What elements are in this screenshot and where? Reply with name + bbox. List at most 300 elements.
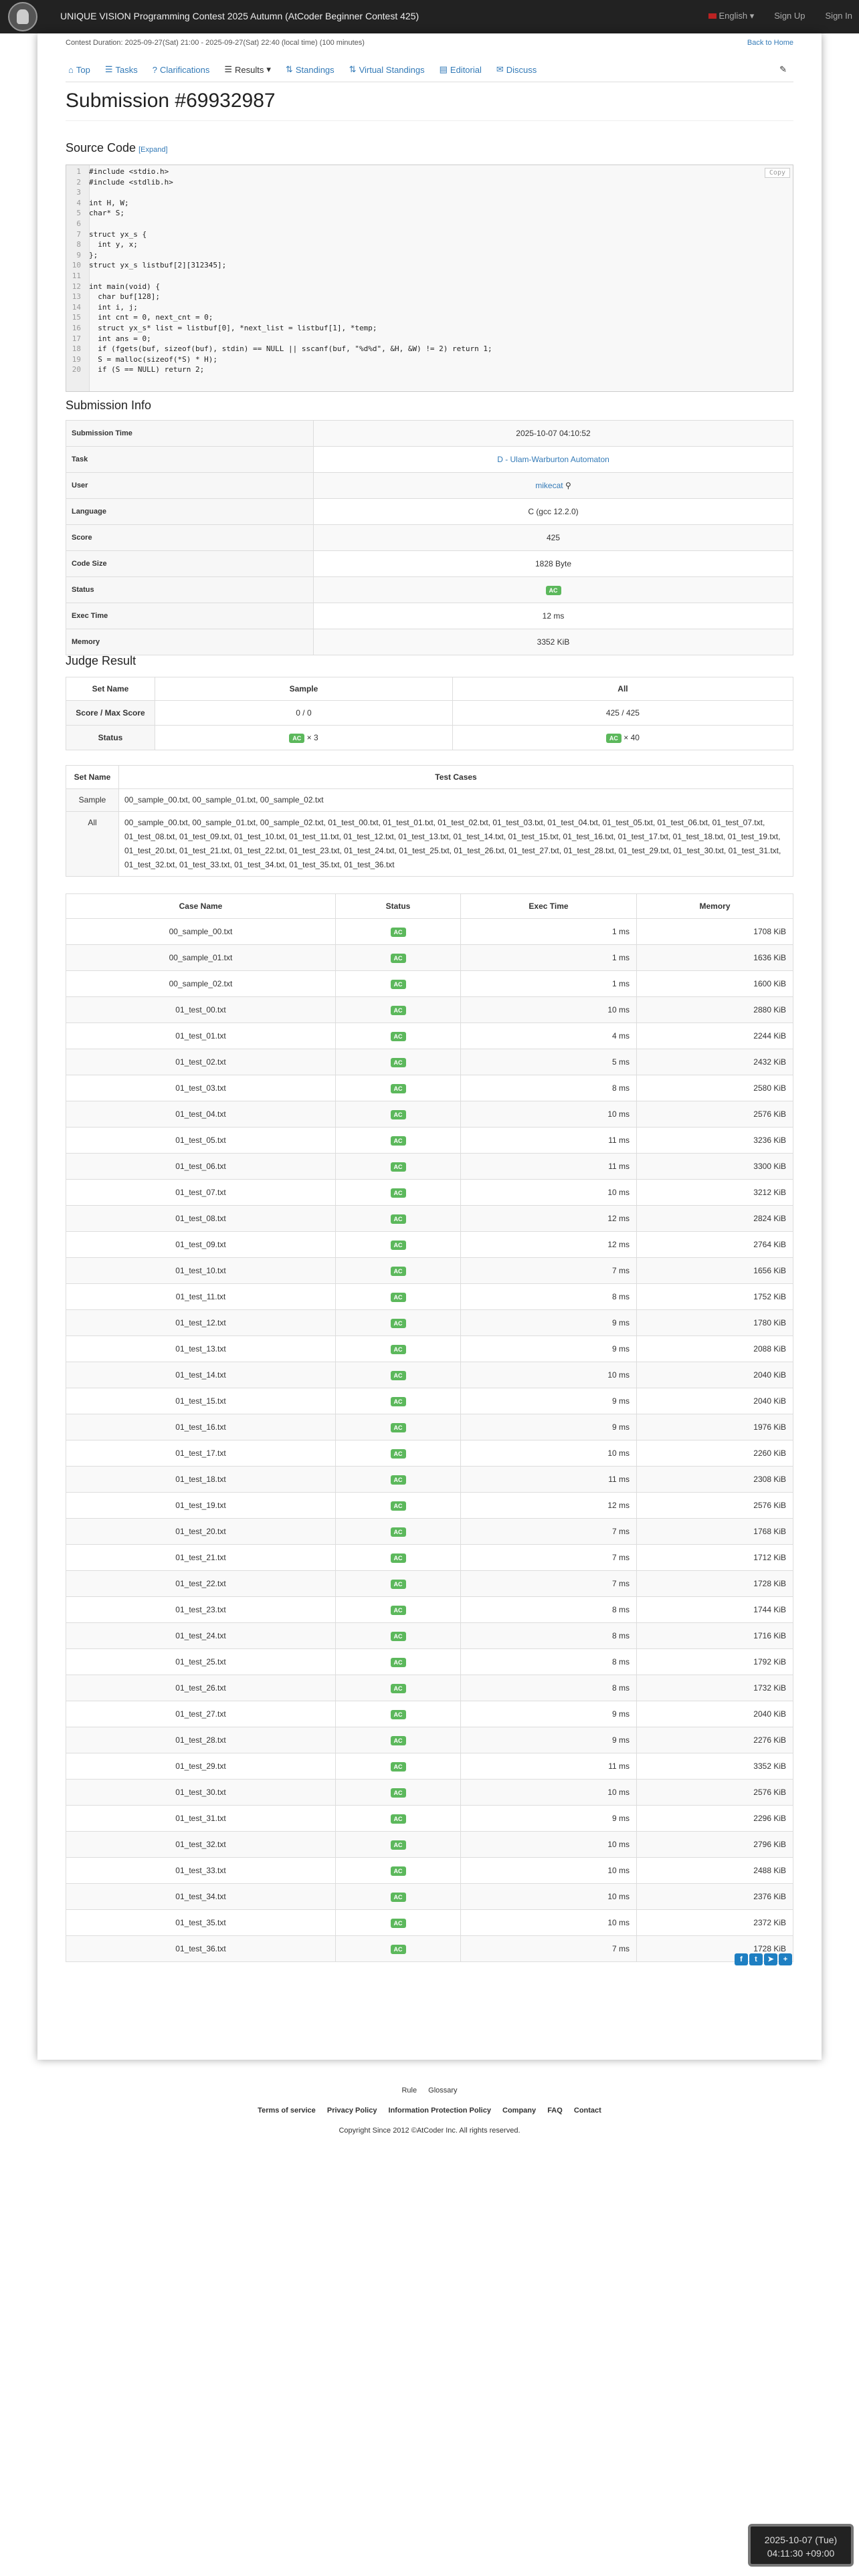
table-row (66, 919, 793, 945)
table-row (66, 726, 793, 750)
footer-link-contact[interactable]: Contact (573, 2107, 601, 2115)
case-name: 01_test_35.txt (66, 1910, 336, 1936)
code-line (66, 344, 793, 354)
case-memory: 2260 KiB (637, 1440, 793, 1467)
info-label: Task (66, 447, 314, 473)
set-name: Sample (66, 789, 119, 812)
table-row (66, 1858, 793, 1884)
line-number: 7 (76, 229, 81, 239)
line-number: 15 (72, 313, 81, 322)
case-name: 01_test_27.txt (66, 1701, 336, 1727)
case-name: 01_test_09.txt (66, 1232, 336, 1258)
status-badge: AC (546, 586, 561, 595)
footer-row-secondary (0, 2107, 859, 2115)
table-row (66, 1649, 793, 1675)
status-badge: AC (606, 734, 622, 743)
table-row (66, 1675, 793, 1701)
case-status (336, 1858, 461, 1884)
case-exec-time: 10 ms (461, 1858, 637, 1884)
tab-standings[interactable]: ⇅ Standings (285, 64, 335, 75)
table-row (66, 1884, 793, 1910)
line-number: 19 (72, 354, 81, 364)
case-exec-time: 11 ms (461, 1154, 637, 1180)
line-number: 12 (72, 282, 81, 291)
fixed-clock (748, 2524, 854, 2567)
line-number: 16 (72, 323, 81, 332)
info-label: Status (66, 577, 314, 603)
table-row (66, 1597, 793, 1623)
case-memory: 2040 KiB (637, 1362, 793, 1388)
judge-result-heading: Judge Result (66, 654, 136, 667)
footer-row-primary (0, 2086, 859, 2095)
language-dropdown[interactable]: English ▾ (708, 11, 754, 21)
sample-score: 0 / 0 (155, 701, 453, 726)
source-code-block[interactable] (66, 165, 793, 392)
account-menu (708, 11, 852, 21)
case-memory: 2432 KiB (637, 1049, 793, 1075)
column-header: All (452, 677, 793, 701)
table-row (66, 1075, 793, 1101)
case-exec-time: 7 ms (461, 1519, 637, 1545)
case-status (336, 1727, 461, 1753)
value-text: 425 (546, 533, 561, 542)
case-name: 01_test_21.txt (66, 1545, 336, 1571)
case-exec-time: 10 ms (461, 1101, 637, 1128)
code-line (66, 239, 793, 250)
page-title: Submission #69932987 (66, 90, 276, 112)
book-icon: ▤ (439, 64, 448, 74)
table-row (66, 1623, 793, 1649)
footer-link-rule[interactable]: Rule (401, 2086, 417, 2095)
case-name: 01_test_13.txt (66, 1336, 336, 1362)
case-exec-time: 10 ms (461, 1780, 637, 1806)
code-text: #include <stdio.h> (89, 167, 169, 176)
case-status (336, 1597, 461, 1623)
status-badge: AC (391, 1058, 406, 1067)
tab-editorial[interactable]: ▤ Editorial (439, 64, 482, 75)
share-buttons (735, 1953, 792, 1965)
case-status (336, 1362, 461, 1388)
comment-icon: ✉ (496, 64, 504, 74)
case-exec-time: 1 ms (461, 945, 637, 971)
case-name: 01_test_07.txt (66, 1180, 336, 1206)
case-name: 01_test_04.txt (66, 1101, 336, 1128)
code-line (66, 167, 793, 177)
code-line (66, 187, 793, 198)
clock-time: 04:11:30 +09:00 (767, 2548, 835, 2559)
all-status: AC × 40 (452, 726, 793, 750)
table-row (66, 1440, 793, 1467)
atcoder-logo[interactable] (8, 2, 37, 31)
submission-info-table (66, 420, 793, 655)
case-exec-time: 12 ms (461, 1232, 637, 1258)
status-badge: AC (391, 1162, 406, 1172)
case-name: 01_test_22.txt (66, 1571, 336, 1597)
column-header: Test Cases (119, 766, 793, 789)
table-row (66, 1101, 793, 1128)
case-name: 01_test_20.txt (66, 1519, 336, 1545)
table-row (66, 1128, 793, 1154)
tab-results[interactable]: ☰ Results ▾ (224, 64, 271, 75)
line-number: 20 (72, 365, 81, 374)
table-row (66, 1806, 793, 1832)
info-label: Code Size (66, 551, 314, 577)
footer-link-info-protection[interactable]: Information Protection Policy (388, 2107, 491, 2115)
status-badge: AC (391, 1788, 406, 1798)
search-icon[interactable]: ⚲ (563, 481, 571, 490)
source-code-heading: Source Code [Expand] (66, 141, 168, 154)
line-number: 8 (76, 240, 81, 249)
top-navbar (0, 0, 859, 33)
code-line (66, 260, 793, 271)
case-memory: 1780 KiB (637, 1310, 793, 1336)
table-row (66, 1519, 793, 1545)
footer-link-glossary[interactable]: Glossary (428, 2086, 458, 2095)
code-text: int main(void) { (89, 282, 160, 291)
case-exec-time: 7 ms (461, 1936, 637, 1962)
tab-virtual-standings[interactable]: ⇅ Virtual Standings (349, 64, 425, 75)
case-exec-time: 8 ms (461, 1075, 637, 1101)
table-row (66, 1727, 793, 1753)
line-number: 11 (72, 271, 81, 280)
status-badge: AC (391, 1632, 406, 1641)
line-number: 14 (72, 302, 81, 312)
case-memory: 3352 KiB (637, 1753, 793, 1780)
case-exec-time: 7 ms (461, 1545, 637, 1571)
case-status (336, 1675, 461, 1701)
case-status (336, 1701, 461, 1727)
table-row (66, 812, 793, 877)
test-cases-table (66, 893, 793, 1962)
table-row (66, 971, 793, 997)
back-to-home-link[interactable]: Back to Home (747, 39, 793, 47)
line-number: 18 (72, 344, 81, 354)
case-memory: 1636 KiB (637, 945, 793, 971)
case-memory: 2088 KiB (637, 1336, 793, 1362)
case-exec-time: 10 ms (461, 1362, 637, 1388)
column-header: Memory (637, 894, 793, 919)
status-badge: AC (391, 1919, 406, 1928)
case-exec-time: 1 ms (461, 919, 637, 945)
case-name: 01_test_28.txt (66, 1727, 336, 1753)
code-text: int i, j; (89, 302, 138, 312)
divider (66, 120, 793, 121)
copy-button[interactable]: Copy (765, 168, 790, 178)
table-row (66, 629, 793, 655)
main-container (37, 33, 822, 2060)
case-name: 01_test_12.txt (66, 1310, 336, 1336)
case-memory: 2040 KiB (637, 1701, 793, 1727)
case-exec-time: 10 ms (461, 1884, 637, 1910)
table-row (66, 997, 793, 1023)
sort-icon: ⇅ (285, 64, 293, 74)
case-status (336, 997, 461, 1023)
sample-status: AC × 3 (155, 726, 453, 750)
status-badge: AC (391, 1371, 406, 1380)
case-status (336, 1101, 461, 1128)
case-memory: 2824 KiB (637, 1206, 793, 1232)
code-text: struct yx_s* list = listbuf[0], *next_list = listbuf[1], *temp; (89, 323, 377, 332)
status-badge: AC (391, 1188, 406, 1198)
set-cases: 00_sample_00.txt, 00_sample_01.txt, 00_sample_02.txt (119, 789, 793, 812)
info-value (314, 629, 793, 655)
table-row (66, 1753, 793, 1780)
code-text: char* S; (89, 209, 124, 218)
value-text: 12 ms (542, 611, 565, 621)
code-line (66, 323, 793, 334)
code-line (66, 364, 793, 375)
case-name: 01_test_33.txt (66, 1858, 336, 1884)
case-memory: 2040 KiB (637, 1388, 793, 1414)
expand-link[interactable]: [Expand] (138, 146, 168, 154)
list-icon: ☰ (104, 64, 113, 74)
table-row (66, 1910, 793, 1936)
case-memory: 2308 KiB (637, 1467, 793, 1493)
case-name: 01_test_16.txt (66, 1414, 336, 1440)
status-badge: AC (391, 1136, 406, 1146)
case-memory: 2244 KiB (637, 1023, 793, 1049)
case-status (336, 1753, 461, 1780)
status-badge: AC (391, 1397, 406, 1406)
table-row (66, 1154, 793, 1180)
case-memory: 1728 KiB (637, 1571, 793, 1597)
footer-link-faq[interactable]: FAQ (547, 2107, 563, 2115)
status-badge: AC (391, 1814, 406, 1824)
case-exec-time: 10 ms (461, 997, 637, 1023)
case-memory: 3300 KiB (637, 1154, 793, 1180)
case-name: 01_test_25.txt (66, 1649, 336, 1675)
case-exec-time: 11 ms (461, 1128, 637, 1154)
line-number: 3 (76, 188, 81, 197)
info-label: Submission Time (66, 421, 314, 447)
case-exec-time: 10 ms (461, 1180, 637, 1206)
case-name: 01_test_36.txt (66, 1936, 336, 1962)
table-row (66, 1414, 793, 1440)
status-badge: AC (391, 1606, 406, 1615)
twitter-icon[interactable]: t (749, 1953, 763, 1965)
case-name: 01_test_32.txt (66, 1832, 336, 1858)
case-memory: 2488 KiB (637, 1858, 793, 1884)
case-name: 01_test_06.txt (66, 1154, 336, 1180)
column-header: Status (336, 894, 461, 919)
table-row (66, 603, 793, 629)
line-number: 6 (76, 219, 81, 228)
case-name: 01_test_19.txt (66, 1493, 336, 1519)
case-status (336, 1128, 461, 1154)
case-status (336, 1910, 461, 1936)
case-name: 01_test_00.txt (66, 997, 336, 1023)
info-value (314, 421, 793, 447)
sign-in-link[interactable]: Sign In (825, 11, 852, 21)
case-status (336, 1467, 461, 1493)
code-text: int cnt = 0, next_cnt = 0; (89, 313, 213, 322)
case-status (336, 971, 461, 997)
code-line (66, 282, 793, 292)
case-status (336, 1649, 461, 1675)
case-exec-time: 8 ms (461, 1623, 637, 1649)
footer-link-company[interactable]: Company (502, 2107, 537, 2115)
case-exec-time: 7 ms (461, 1258, 637, 1284)
status-badge: AC (391, 1449, 406, 1459)
case-memory: 2580 KiB (637, 1075, 793, 1101)
case-exec-time: 4 ms (461, 1023, 637, 1049)
line-number: 1 (76, 167, 81, 176)
status-badge: AC (289, 734, 304, 743)
table-row (66, 1780, 793, 1806)
contest-duration: Contest Duration: 2025-09-27(Sat) 21:00 - 2025-09-27(Sat) 22:40 (local time) (100 minutes) (66, 39, 365, 47)
table-row (66, 1467, 793, 1493)
case-name: 01_test_18.txt (66, 1467, 336, 1493)
info-label: Memory (66, 629, 314, 655)
info-label: Exec Time (66, 603, 314, 629)
status-badge: AC (391, 1580, 406, 1589)
telegram-icon[interactable]: ➤ (764, 1953, 777, 1965)
case-status (336, 1336, 461, 1362)
footer-link-terms[interactable]: Terms of service (258, 2107, 316, 2115)
case-exec-time: 11 ms (461, 1753, 637, 1780)
case-memory: 1656 KiB (637, 1258, 793, 1284)
status-badge: AC (391, 980, 406, 989)
case-status (336, 1154, 461, 1180)
table-row (66, 1493, 793, 1519)
case-status (336, 1232, 461, 1258)
case-name: 01_test_01.txt (66, 1023, 336, 1049)
case-memory: 1716 KiB (637, 1623, 793, 1649)
case-status (336, 1310, 461, 1336)
code-text: int H, W; (89, 198, 129, 207)
info-value (314, 603, 793, 629)
case-status (336, 1519, 461, 1545)
case-memory: 2276 KiB (637, 1727, 793, 1753)
tab-clarifications[interactable]: ? Clarifications (152, 64, 210, 75)
value-text: C (gcc 12.2.0) (528, 507, 579, 516)
case-status (336, 1806, 461, 1832)
facebook-icon[interactable]: f (735, 1953, 748, 1965)
info-value (314, 551, 793, 577)
contest-title[interactable]: UNIQUE VISION Programming Contest 2025 Autumn (AtCoder Beginner Contest 425) (60, 11, 419, 21)
case-exec-time: 1 ms (461, 971, 637, 997)
code-text: int ans = 0; (89, 334, 151, 343)
task-link[interactable]: D - Ulam-Warburton Automaton (497, 455, 609, 464)
case-memory: 2576 KiB (637, 1493, 793, 1519)
tab-discuss[interactable]: ✉ Discuss (496, 64, 537, 75)
tab-tasks[interactable]: ☰ Tasks (104, 64, 138, 75)
code-text: S = malloc(sizeof(*S) * H); (89, 354, 218, 364)
table-row (66, 1701, 793, 1727)
tab-top[interactable]: ⌂ Top (68, 64, 90, 75)
table-row (66, 1336, 793, 1362)
case-status (336, 1388, 461, 1414)
case-memory: 2880 KiB (637, 997, 793, 1023)
pin-icon[interactable]: ✎ (779, 64, 787, 74)
status-badge: AC (391, 1006, 406, 1015)
table-row (66, 1023, 793, 1049)
share-plus-icon[interactable]: + (779, 1953, 792, 1965)
table-row (66, 1545, 793, 1571)
code-line (66, 312, 793, 323)
user-link[interactable]: mikecat (535, 481, 563, 490)
code-line (66, 354, 793, 365)
info-label: Score (66, 525, 314, 551)
case-name: 00_sample_01.txt (66, 945, 336, 971)
code-line (66, 292, 793, 302)
case-memory: 2296 KiB (637, 1806, 793, 1832)
list-icon: ☰ (224, 64, 233, 74)
case-status (336, 1023, 461, 1049)
case-name: 01_test_17.txt (66, 1440, 336, 1467)
column-header: Exec Time (461, 894, 637, 919)
footer-link-privacy[interactable]: Privacy Policy (326, 2107, 377, 2115)
info-value (314, 447, 793, 473)
line-number: 17 (72, 334, 81, 343)
case-status (336, 1545, 461, 1571)
table-row (66, 789, 793, 812)
case-status (336, 1780, 461, 1806)
table-row (66, 945, 793, 971)
table-row (66, 499, 793, 525)
value-text: 1828 Byte (535, 559, 572, 568)
case-status (336, 1206, 461, 1232)
table-row (66, 701, 793, 726)
case-memory: 1752 KiB (637, 1284, 793, 1310)
table-row (66, 1232, 793, 1258)
info-value (314, 473, 793, 499)
case-name: 01_test_23.txt (66, 1597, 336, 1623)
status-badge: AC (391, 1658, 406, 1667)
status-badge: AC (391, 1241, 406, 1250)
case-exec-time: 11 ms (461, 1467, 637, 1493)
case-memory: 2796 KiB (637, 1832, 793, 1858)
caret-down-icon: ▾ (749, 11, 755, 21)
case-exec-time: 8 ms (461, 1597, 637, 1623)
table-row (66, 1049, 793, 1075)
case-name: 01_test_14.txt (66, 1362, 336, 1388)
case-status (336, 1414, 461, 1440)
sort-icon: ⇅ (349, 64, 357, 74)
all-score: 425 / 425 (452, 701, 793, 726)
case-status (336, 1075, 461, 1101)
code-line (66, 250, 793, 261)
case-exec-time: 10 ms (461, 1910, 637, 1936)
case-memory: 1708 KiB (637, 919, 793, 945)
status-badge: AC (391, 1319, 406, 1328)
case-memory: 3212 KiB (637, 1180, 793, 1206)
sign-up-link[interactable]: Sign Up (774, 11, 805, 21)
code-text: int y, x; (89, 240, 138, 249)
status-badge: AC (391, 1032, 406, 1041)
footer (0, 2086, 859, 2135)
case-exec-time: 8 ms (461, 1649, 637, 1675)
status-badge: AC (391, 1084, 406, 1093)
code-line (66, 198, 793, 209)
code-text: if (S == NULL) return 2; (89, 365, 205, 374)
status-badge: AC (391, 1267, 406, 1276)
case-memory: 2576 KiB (637, 1101, 793, 1128)
status-badge: AC (391, 1214, 406, 1224)
case-exec-time: 8 ms (461, 1284, 637, 1310)
status-badge: AC (391, 1423, 406, 1432)
caret-down-icon: ▾ (266, 64, 271, 74)
case-status (336, 1258, 461, 1284)
home-icon: ⌂ (68, 64, 74, 75)
case-status (336, 1493, 461, 1519)
test-sets-table (66, 765, 793, 877)
contest-nav-tabs (66, 58, 793, 82)
status-badge: AC (391, 1684, 406, 1693)
submission-info-heading: Submission Info (66, 399, 152, 412)
value-text: 3352 KiB (537, 637, 570, 647)
status-badge: AC (391, 1501, 406, 1511)
